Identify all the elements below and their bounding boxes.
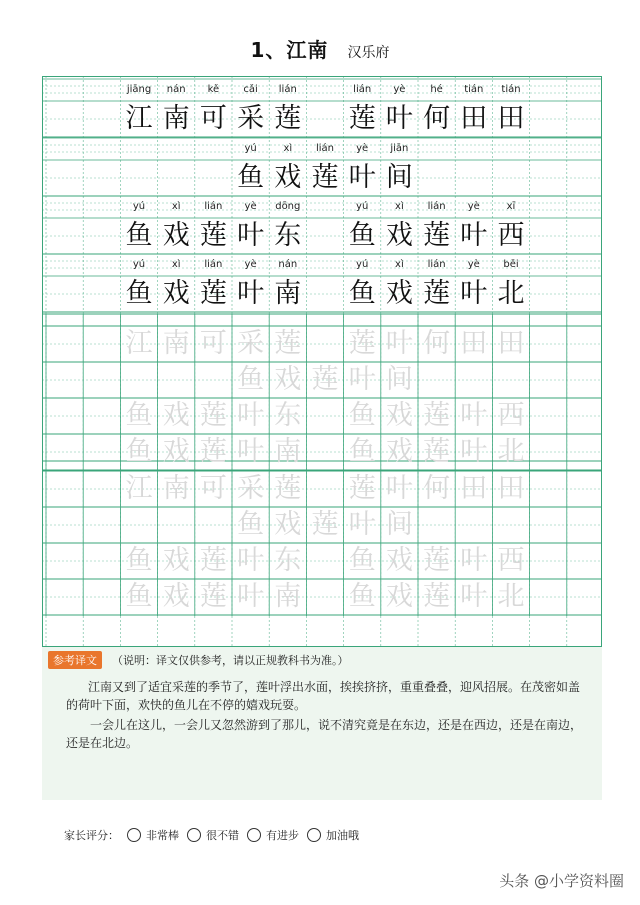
trace-character: 戏 bbox=[385, 400, 413, 431]
hanzi-character: 戏 bbox=[385, 278, 413, 309]
pinyin-label: xī bbox=[506, 201, 516, 212]
trace-character: 叶 bbox=[385, 328, 413, 359]
pinyin-label: lián bbox=[427, 259, 446, 270]
trace-character: 鱼 bbox=[348, 545, 376, 576]
hanzi-character: 南 bbox=[162, 103, 190, 134]
trace-character: 叶 bbox=[348, 364, 376, 395]
trace-character: 叶 bbox=[460, 545, 488, 576]
trace-character: 采 bbox=[237, 328, 265, 359]
trace-character: 莲 bbox=[199, 400, 227, 431]
radio-circle-icon[interactable] bbox=[307, 828, 321, 842]
hanzi-character: 田 bbox=[460, 103, 488, 134]
hanzi-character: 戏 bbox=[162, 220, 190, 251]
pinyin-label: nán bbox=[166, 84, 186, 95]
trace-character: 莲 bbox=[274, 473, 302, 504]
pinyin-label: tián bbox=[501, 84, 521, 95]
trace-character: 鱼 bbox=[237, 364, 265, 395]
option-good[interactable]: 很不错 bbox=[187, 827, 239, 843]
trace-character: 莲 bbox=[423, 581, 451, 612]
pinyin-label: yú bbox=[132, 259, 146, 270]
pinyin-label: tián bbox=[464, 84, 484, 95]
pinyin-label: jiāng bbox=[126, 84, 152, 95]
pinyin-label: yè bbox=[467, 259, 480, 270]
hanzi-character: 叶 bbox=[237, 278, 265, 309]
hanzi-character: 间 bbox=[385, 162, 413, 193]
pinyin-label: xì bbox=[395, 201, 404, 212]
page-title bbox=[0, 34, 640, 63]
pinyin-label: yú bbox=[132, 201, 146, 212]
trace-character: 莲 bbox=[199, 581, 227, 612]
hanzi-character: 莲 bbox=[423, 278, 451, 309]
trace-character: 东 bbox=[274, 545, 302, 576]
trace-character: 田 bbox=[497, 328, 525, 359]
trace-character: 莲 bbox=[311, 509, 339, 540]
trace-character: 戏 bbox=[385, 581, 413, 612]
pinyin-label: lián bbox=[353, 84, 372, 95]
trace-character: 戏 bbox=[162, 581, 190, 612]
pinyin-label: lián bbox=[204, 259, 223, 270]
hanzi-character: 莲 bbox=[199, 278, 227, 309]
trace-character: 可 bbox=[199, 473, 227, 504]
trace-character: 莲 bbox=[274, 328, 302, 359]
trace-character: 间 bbox=[385, 364, 413, 395]
evaluation-label: 家长评分： bbox=[64, 829, 119, 842]
hanzi-character: 田 bbox=[497, 103, 525, 134]
trace-character: 叶 bbox=[237, 545, 265, 576]
trace-character: 田 bbox=[497, 473, 525, 504]
trace-character: 叶 bbox=[460, 400, 488, 431]
trace-character: 北 bbox=[497, 581, 525, 612]
trace-character: 鱼 bbox=[125, 436, 153, 467]
trace-character: 莲 bbox=[311, 364, 339, 395]
pinyin-label: nán bbox=[278, 259, 298, 270]
pinyin-label: yè bbox=[393, 84, 406, 95]
trace-character: 莲 bbox=[423, 545, 451, 576]
trace-character: 南 bbox=[162, 473, 190, 504]
poem-author: 汉乐府 bbox=[347, 45, 390, 61]
trace-character: 可 bbox=[199, 328, 227, 359]
radio-circle-icon[interactable] bbox=[247, 828, 261, 842]
hanzi-character: 戏 bbox=[162, 278, 190, 309]
trace-character: 戏 bbox=[274, 509, 302, 540]
hanzi-character: 叶 bbox=[237, 220, 265, 251]
trace-character: 莲 bbox=[423, 436, 451, 467]
hanzi-character: 西 bbox=[497, 220, 525, 251]
reference-note: （说明：译文仅供参考，请以正规教科书为准。） bbox=[112, 654, 349, 667]
lesson-number: 1、 bbox=[250, 38, 287, 62]
trace-character: 戏 bbox=[162, 545, 190, 576]
pinyin-label: yè bbox=[244, 201, 257, 212]
pinyin-label: lián bbox=[427, 201, 446, 212]
trace-character: 戏 bbox=[385, 545, 413, 576]
trace-character: 鱼 bbox=[237, 509, 265, 540]
trace-character: 江 bbox=[125, 328, 153, 359]
trace-character: 东 bbox=[274, 400, 302, 431]
trace-character: 戏 bbox=[385, 436, 413, 467]
hanzi-character: 莲 bbox=[423, 220, 451, 251]
pinyin-label: yú bbox=[244, 143, 257, 154]
pinyin-label: xì bbox=[395, 259, 404, 270]
hanzi-character: 鱼 bbox=[348, 278, 376, 309]
trace-character: 叶 bbox=[460, 436, 488, 467]
hanzi-character: 何 bbox=[423, 103, 451, 134]
trace-character: 叶 bbox=[237, 581, 265, 612]
trace-character: 戏 bbox=[274, 364, 302, 395]
hanzi-character: 江 bbox=[125, 103, 153, 134]
trace-character: 江 bbox=[125, 473, 153, 504]
trace-character: 戏 bbox=[162, 400, 190, 431]
trace-character: 采 bbox=[237, 473, 265, 504]
hanzi-character: 叶 bbox=[348, 162, 376, 193]
hanzi-character: 北 bbox=[497, 278, 525, 309]
pinyin-label: yú bbox=[356, 259, 369, 270]
hanzi-character: 莲 bbox=[199, 220, 227, 251]
hanzi-character: 莲 bbox=[348, 103, 376, 134]
pinyin-label: kě bbox=[207, 84, 220, 95]
trace-character: 莲 bbox=[348, 473, 376, 504]
trace-character: 莲 bbox=[199, 545, 227, 576]
trace-character: 鱼 bbox=[348, 400, 376, 431]
pinyin-label: hé bbox=[430, 84, 443, 95]
trace-character: 叶 bbox=[237, 436, 265, 467]
pinyin-label: yú bbox=[356, 201, 369, 212]
trace-character: 叶 bbox=[385, 473, 413, 504]
pinyin-label: yè bbox=[356, 143, 369, 154]
pinyin-label: lián bbox=[204, 201, 223, 212]
trace-character: 南 bbox=[274, 436, 302, 467]
trace-character: 西 bbox=[497, 545, 525, 576]
translation-paragraph-1: 江南又到了适宜采莲的季节了，莲叶浮出水面，挨挨挤挤，重重叠叠，迎风招展。在茂密如盖的荷叶下面，欢快的鱼儿在不停的嬉戏玩耍。 bbox=[66, 680, 581, 712]
trace-character: 田 bbox=[460, 328, 488, 359]
trace-character: 鱼 bbox=[125, 545, 153, 576]
trace-character: 叶 bbox=[348, 509, 376, 540]
trace-character: 南 bbox=[274, 581, 302, 612]
translation-paragraph-2: 一会儿在这儿，一会儿又忽然游到了那儿，说不清究竟是在东边，还是在西边，还是在南边，还是在北边。 bbox=[66, 718, 583, 750]
trace-character: 叶 bbox=[237, 400, 265, 431]
pinyin-label: cǎi bbox=[243, 84, 258, 95]
hanzi-character: 戏 bbox=[274, 162, 302, 193]
trace-character: 叶 bbox=[460, 581, 488, 612]
poem-title: 江南 bbox=[286, 38, 329, 62]
watermark: 头条 @小学资料圈 bbox=[499, 872, 624, 890]
pinyin-label: dōng bbox=[275, 201, 301, 212]
trace-character: 戏 bbox=[162, 436, 190, 467]
trace-character: 莲 bbox=[199, 436, 227, 467]
hanzi-character: 东 bbox=[274, 220, 302, 251]
option-excellent[interactable]: 非常棒 bbox=[127, 827, 179, 843]
radio-circle-icon[interactable] bbox=[187, 828, 201, 842]
hanzi-character: 鱼 bbox=[125, 220, 153, 251]
hanzi-character: 叶 bbox=[460, 220, 488, 251]
trace-character: 田 bbox=[460, 473, 488, 504]
hanzi-character: 莲 bbox=[311, 162, 339, 193]
hanzi-character: 戏 bbox=[385, 220, 413, 251]
pinyin-label: xì bbox=[171, 201, 181, 212]
parent-evaluation bbox=[64, 827, 359, 843]
trace-character: 莲 bbox=[348, 328, 376, 359]
pinyin-label: xì bbox=[283, 143, 293, 154]
radio-circle-icon[interactable] bbox=[127, 828, 141, 842]
hanzi-character: 叶 bbox=[385, 103, 413, 134]
option-improved[interactable]: 有进步 bbox=[247, 827, 299, 843]
pinyin-label: yè bbox=[244, 259, 257, 270]
trace-character: 间 bbox=[385, 509, 413, 540]
trace-character: 西 bbox=[497, 400, 525, 431]
trace-character: 鱼 bbox=[125, 400, 153, 431]
hanzi-character: 鱼 bbox=[348, 220, 376, 251]
trace-character: 鱼 bbox=[125, 581, 153, 612]
pinyin-label: běi bbox=[503, 259, 519, 270]
trace-character: 何 bbox=[423, 473, 451, 504]
hanzi-character: 可 bbox=[199, 103, 227, 134]
trace-character: 南 bbox=[162, 328, 190, 359]
hanzi-character: 采 bbox=[237, 103, 265, 134]
option-keep-going[interactable]: 加油哦 bbox=[307, 827, 359, 843]
pinyin-label: yè bbox=[467, 201, 480, 212]
trace-character: 鱼 bbox=[348, 436, 376, 467]
pinyin-label: lián bbox=[315, 143, 335, 154]
hanzi-character: 莲 bbox=[274, 103, 302, 134]
hanzi-character: 叶 bbox=[460, 278, 488, 309]
hanzi-character: 南 bbox=[274, 278, 302, 309]
pinyin-label: jiān bbox=[390, 143, 409, 154]
pinyin-label: lián bbox=[278, 84, 297, 95]
trace-character: 鱼 bbox=[348, 581, 376, 612]
trace-character: 何 bbox=[423, 328, 451, 359]
pinyin-label: xì bbox=[171, 259, 181, 270]
trace-character: 北 bbox=[497, 436, 525, 467]
hanzi-character: 鱼 bbox=[237, 162, 265, 193]
reference-tag: 参考译文 bbox=[48, 651, 102, 669]
trace-character: 莲 bbox=[423, 400, 451, 431]
hanzi-character: 鱼 bbox=[125, 278, 153, 309]
